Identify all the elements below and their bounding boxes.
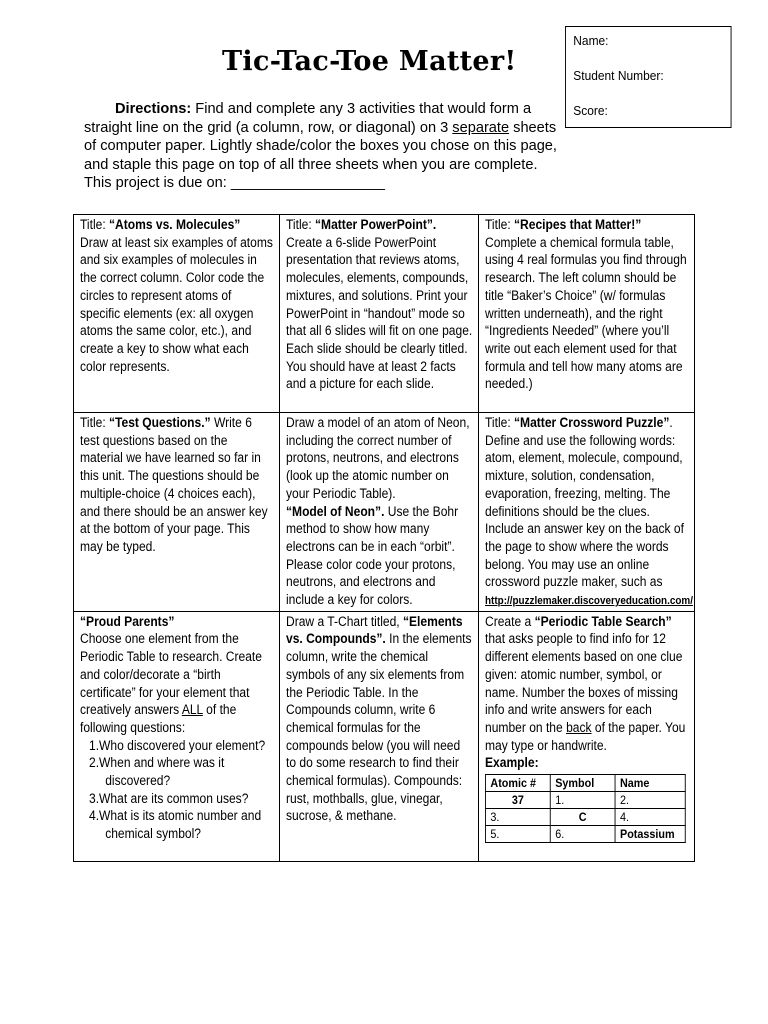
cell-title: “Elements vs. Compounds”.: [286, 613, 463, 647]
cell-body: Complete a chemical formula table, using 4 real formulas you find through research. The left column should be title “Baker’s Choice” (w/ formulas written underneath), and the right “Ingredients Needed” (where you’ll write out each element used for that formula and tell how many atoms are needed.): [485, 234, 687, 392]
activity-grid: [73, 214, 695, 862]
grid-cell-atoms-vs-molecules: [74, 215, 280, 413]
question-item: 2.When and where was it discovered?: [89, 755, 225, 789]
example-header: Atomic #: [485, 775, 550, 792]
cell-body-1: Choose one element from the Periodic Table to research. Create and color/decorate a “birth certificate” for your element that creatively answers: [80, 631, 262, 718]
question-item: 4.What is its atomic number and chemical symbol?: [89, 808, 262, 842]
example-cell: 6.: [550, 826, 615, 843]
grid-cell-periodic-table-search: [479, 611, 695, 861]
cell-intro: Draw a T-Chart titled,: [286, 613, 403, 629]
cell-title: “Periodic Table Search”: [534, 613, 672, 629]
cell-body-2: of the following questions:: [80, 702, 237, 735]
grid-cell-recipes-that-matter: [479, 215, 695, 413]
cell-body: Draw at least six examples of atoms and six examples of molecules in the correct column. Color code the circles to represent atoms of specific elements (ex: all oxygen atoms the same color, etc.), and create a key to show what each color represents.: [80, 234, 273, 374]
example-cell: 4.: [615, 809, 685, 826]
example-header: Name: [615, 775, 685, 792]
example-cell: Potassium: [615, 826, 685, 843]
directions-text-2: sheets of computer paper. Lightly shade/color the boxes you chose on this page, and staple this page on top of all three sheets when you are complete. This project is due on:: [84, 119, 557, 192]
example-header-row: [485, 775, 685, 792]
cell-title-prefix: Title:: [286, 217, 316, 232]
cell-title: “Recipes that Matter!”: [514, 217, 642, 232]
cell-title-prefix: Title:: [80, 415, 110, 430]
example-cell: C: [550, 809, 615, 826]
puzzlemaker-link[interactable]: http://puzzlemaker.discoveryeducation.com/: [485, 595, 693, 608]
grid-cell-proud-parents: [74, 611, 280, 861]
cell-body: . Define and use the following words: atom, element, molecule, compound, mixture, solution, condensation, evaporation, freezing, melting. The definitions should be the clues. Include an answer key on the back of the page to show where the words belong. You may use an online crossword puzzle maker, such as: [485, 415, 684, 590]
cell-title: “Atoms vs. Molecules”: [109, 217, 241, 232]
cell-all: ALL: [181, 702, 203, 718]
grid-row-3: [74, 611, 695, 861]
cell-back: back: [566, 719, 592, 735]
grid-row-1: [74, 215, 695, 413]
cell-title-prefix: Title:: [485, 217, 515, 232]
question-item: 3.What are its common uses?: [89, 790, 249, 806]
cell-title: “Matter Crossword Puzzle”: [514, 415, 670, 430]
student-info-box: [565, 26, 732, 128]
cell-title: “Matter PowerPoint”.: [315, 217, 437, 232]
due-date-blank: ___________________: [230, 175, 386, 192]
question-item: 1.Who discovered your element?: [89, 737, 266, 753]
directions-separate: separate: [452, 119, 510, 136]
cell-body-1: that asks people to find info for 12 different elements based on one clue given: atomic number, symbol, or name. Number the boxes of missing info and write answers for each number on the: [485, 631, 683, 735]
cell-title-prefix: Title:: [80, 217, 110, 232]
cell-title: “Model of Neon”.: [286, 503, 385, 519]
cell-body: Use the Bohr method to show how many electrons can be in each “orbit”. Please color code your protons, neutrons, and electrons and include a key for colors.: [286, 503, 459, 608]
page-title: Tic-Tac-Toe Matter!: [222, 46, 517, 77]
cell-body: Create a 6-slide PowerPoint presentation that reviews atoms, molecules, elements, compounds, mixtures, and solutions. Print your PowerPoint in “handout” mode so that all 6 slides will fit on one page. Each slide should be clearly titled. You should have at least 2 facts and a picture for each slide.: [286, 234, 473, 392]
cell-title-prefix: Title:: [485, 415, 515, 430]
example-row: [485, 792, 685, 809]
directions: [84, 100, 564, 193]
example-table: [485, 774, 686, 843]
cell-intro: Create a: [485, 613, 535, 629]
cell-title: “Proud Parents”: [80, 613, 175, 629]
name-label: Name:: [573, 33, 609, 48]
example-row: [485, 826, 685, 843]
grid-cell-matter-crossword-puzzle: [479, 413, 695, 612]
grid-cell-elements-vs-compounds: [280, 611, 479, 861]
grid-cell-matter-powerpoint: [280, 215, 479, 413]
example-cell: 2.: [615, 792, 685, 809]
cell-body: Write 6 test questions based on the material we have learned so far in this unit. The questions should be multiple-choice (4 choices each), and there should be an answer key at the bottom of your page. This may be typed.: [80, 415, 268, 554]
grid-row-2: [74, 413, 695, 612]
example-cell: 5.: [485, 826, 550, 843]
example-row: [485, 809, 685, 826]
student-number-label: Student Number:: [573, 68, 664, 83]
example-cell: 37: [485, 792, 550, 809]
example-header: Symbol: [550, 775, 615, 792]
directions-text-1: Find and complete any 3 activities that would form a straight line on the grid (a column, row, or diagonal) on 3: [84, 101, 532, 136]
question-list: [80, 737, 274, 843]
example-cell: 3.: [485, 809, 550, 826]
cell-body-2: of the paper. You may type or handwrite.: [485, 719, 686, 753]
cell-title: “Test Questions.”: [109, 415, 211, 430]
cell-body: In the elements column, write the chemical symbols of any six elements from the Periodic Table. In the Compounds column, write 6 chemical formulas for the compounds below (you will need to do some research to find their chemical formulas). Compounds: rust, mothballs, glue, vinegar, sucrose, & methane.: [286, 631, 472, 824]
example-cell: 1.: [550, 792, 615, 809]
directions-label: Directions:: [115, 101, 192, 117]
score-label: Score:: [573, 103, 608, 118]
grid-cell-test-questions: [74, 413, 280, 612]
example-label: Example:: [485, 755, 539, 771]
cell-intro: Draw a model of an atom of Neon, including the correct number of protons, neutrons, and electrons (look up the atomic number on your Periodic Table).: [286, 415, 470, 501]
grid-cell-model-of-neon: [280, 413, 479, 612]
